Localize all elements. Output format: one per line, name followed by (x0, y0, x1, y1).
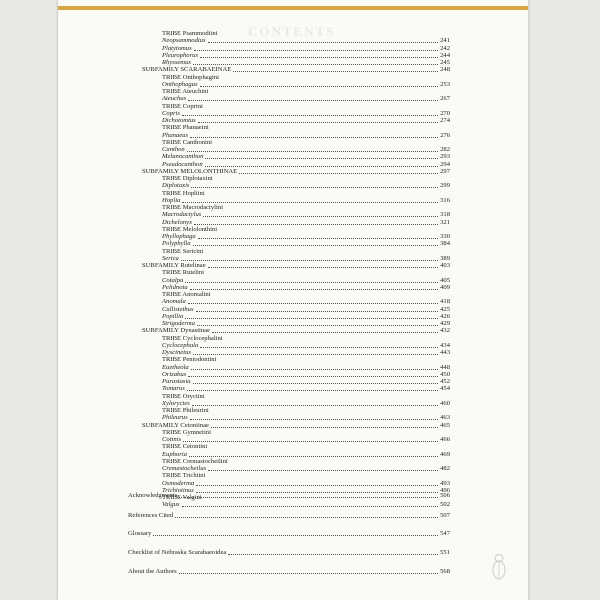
dot-leader (212, 332, 438, 333)
toc-entry-page: 274 (440, 117, 450, 124)
toc-entry-title: SUBFAMILY Dynastinae (142, 327, 211, 335)
toc-entry-title: Pelidnota (162, 283, 188, 291)
toc-entry-page: 425 (440, 305, 450, 313)
toc-entry-page: 502 (440, 501, 450, 509)
dot-leader (189, 456, 438, 457)
toc-entry-title: TRIBE Trichiini (162, 472, 206, 480)
dot-leader (183, 441, 438, 442)
toc-entry-page: 321 (440, 218, 450, 226)
toc-entry-page: 276 (440, 131, 450, 139)
dot-leader (191, 369, 438, 370)
dot-leader (198, 238, 438, 239)
toc-entry-title: TRIBE Cetoniini (162, 443, 208, 451)
toc-entry-title: TRIBE Melolonthini (162, 225, 218, 233)
toc-entry-title: Anomala (162, 298, 186, 306)
toc-entry-page: 299 (440, 182, 450, 190)
dot-leader (175, 517, 438, 518)
toc-entry-title: Popillia (162, 312, 184, 320)
toc-entry-title: Canthon (162, 146, 185, 153)
dot-leader (182, 115, 438, 116)
dot-leader (200, 57, 438, 58)
toc-entry-title: TRIBE Anomalini (162, 291, 211, 298)
dot-leader (211, 427, 438, 428)
toc-entry-page: 242 (440, 44, 450, 52)
toc-entry-title: Cyclocephala (162, 341, 199, 349)
toc-entry-title: TRIBE Onthophagini (162, 73, 219, 81)
toc-entry-title: Rhyssemus (162, 59, 191, 66)
toc-entry-title: Xyloryctes (162, 399, 190, 407)
toc-entry-title: Parastasia (162, 378, 191, 385)
toc-entry-title: Phanaeus (162, 131, 189, 139)
toc-entry-title: Diplotaxis (162, 182, 190, 190)
toc-entry-title: Platytomus (162, 44, 192, 52)
toc-entry-page: 482 (440, 465, 450, 472)
toc-entry-page: 568 (440, 568, 450, 575)
toc-entry-title: Pleurophorus (162, 51, 199, 59)
toc-entry-title: TRIBE Rutelini (162, 269, 204, 277)
toc-entry-page: 450 (440, 370, 450, 378)
dot-leader (179, 573, 438, 574)
toc-entry-page: 454 (440, 385, 450, 393)
toc-entry-page: 443 (440, 349, 450, 356)
toc-entry-title: TRIBE Coprini (162, 102, 203, 110)
toc-entry-title: TRIBE Psammodiini (162, 30, 218, 37)
toc-entry-title: TRIBE Hopliini (162, 189, 205, 197)
toc-entry-title: TRIBE Pentodontini (162, 356, 217, 364)
toc-entry-title: Phileurus (162, 414, 188, 422)
toc-entry-title: Onthophagus (162, 80, 198, 88)
dot-leader (190, 419, 438, 420)
toc-entry-page: 429 (440, 320, 450, 327)
dot-leader (188, 376, 438, 377)
toc-entry-title: Tomarus (162, 385, 185, 393)
dot-leader (188, 100, 438, 101)
toc-entry-page: 469 (440, 450, 450, 458)
toc-entry-title: Ateuchus (162, 95, 187, 103)
toc-entry-page: 551 (440, 549, 450, 556)
dot-leader (194, 50, 438, 51)
book-page (58, 0, 528, 600)
dot-leader (182, 202, 438, 203)
toc-entry (128, 492, 450, 500)
toc-entry-page: 507 (440, 512, 450, 519)
header-rule (58, 6, 528, 10)
toc-entry-page: 418 (440, 298, 450, 306)
toc-entry-title: Acknowledgments (128, 492, 178, 499)
toc-entry-title: About the Authors (128, 568, 177, 575)
toc-entry-title: Pseudocanthon (162, 160, 203, 168)
toc-entry-title: TRIBE Ateuchini (162, 88, 209, 95)
toc-entry-page: 241 (440, 37, 450, 45)
dot-leader (196, 311, 439, 312)
toc-entry-title: TRIBE Diplotaxini (162, 175, 213, 182)
toc-entry-title: SUBFAMILY Rutelinae (142, 262, 206, 269)
dot-leader (200, 347, 438, 348)
beetle-logo-icon (490, 552, 508, 582)
toc-entry-page: 253 (440, 80, 450, 88)
toc-entry-title: Dichotomius (162, 117, 196, 124)
toc-entry-page: 466 (440, 436, 450, 443)
toc-entry-page: 448 (440, 363, 450, 371)
toc-entry-page: 293 (440, 153, 450, 161)
dot-leader (196, 485, 438, 486)
toc-entry-title: Strigoderma (162, 320, 195, 327)
dot-leader (194, 224, 438, 225)
toc-entry (162, 501, 450, 509)
toc-entry-title: Osmoderma (162, 479, 195, 487)
toc-entry-page: 506 (440, 492, 450, 499)
dot-leader (228, 554, 438, 555)
toc-entry-title: TRIBE Valgini (162, 494, 202, 501)
toc-entry-title: TRIBE Phanaeini (162, 124, 209, 132)
toc-entry-title: TRIBE Oryctini (162, 392, 205, 400)
dot-leader (193, 245, 439, 246)
dot-leader (208, 470, 438, 471)
toc-entry-title: Phyllophaga (162, 233, 196, 240)
toc-entry-page: 460 (440, 399, 450, 407)
toc-entry-page: 245 (440, 59, 450, 66)
toc-entry-page: 426 (440, 312, 450, 320)
dot-leader (239, 173, 438, 174)
dot-leader (153, 535, 438, 536)
dot-leader (188, 303, 438, 304)
dot-leader (205, 158, 438, 159)
toc-entry-page: 297 (440, 167, 450, 175)
toc-entry-title: References Cited (128, 512, 174, 519)
toc-entry-title: Neopsammodius (162, 37, 206, 45)
toc-entry-page: 270 (440, 109, 450, 117)
toc-entry-title: Cremastocheilus (162, 465, 207, 472)
toc-entry-page: 465 (440, 421, 450, 429)
toc-entry-page: 267 (440, 95, 450, 103)
dot-leader (193, 383, 439, 384)
toc-entry-page: 330 (440, 233, 450, 240)
dot-leader (187, 390, 438, 391)
dot-leader (205, 166, 438, 167)
toc-entry-title: Valgus (162, 501, 180, 509)
dot-leader (192, 405, 438, 406)
toc-entry-title: Glossary (128, 530, 152, 537)
dot-leader (193, 64, 438, 65)
toc-entry-title: Orizabus (162, 370, 187, 378)
toc-entry-title: TRIBE Gymnetini (162, 428, 211, 436)
dot-leader (203, 216, 438, 217)
toc-entry-page: 405 (440, 276, 450, 284)
dot-leader (191, 187, 438, 188)
toc-entry-title: TRIBE Macrodactylini (162, 204, 223, 211)
dot-leader (200, 86, 439, 87)
toc-entry-title: Checklist of Nebraska Scarabaeoidea (128, 549, 227, 556)
toc-entry-page: 316 (440, 196, 450, 204)
toc-entry-title: Euphoria (162, 450, 187, 458)
toc-entry-title: Trichiotinus (162, 486, 194, 494)
toc-entry-page: 403 (440, 262, 450, 269)
toc-entry (128, 549, 450, 557)
dot-leader (179, 497, 438, 498)
toc-entry-title: TRIBE Phileurini (162, 407, 209, 414)
toc-entry-page: 493 (440, 479, 450, 487)
toc-entry-title: TRIBE Cremastocheilini (162, 457, 228, 465)
toc-entry-page: 496 (440, 486, 450, 494)
toc-entry-title: Serica (162, 254, 179, 262)
dot-leader (197, 325, 438, 326)
toc-entry-page: 384 (440, 240, 450, 248)
dot-leader (185, 318, 438, 319)
toc-entry (128, 568, 450, 576)
toc-entry-title: SUBFAMILY Cetoniinae (142, 421, 209, 429)
toc-entry-page: 389 (440, 254, 450, 262)
toc-entry-page: 294 (440, 160, 450, 168)
toc-entry-title: Melanocanthon (162, 153, 204, 161)
toc-entry-title: Cotalpa (162, 276, 184, 284)
dot-leader (208, 267, 438, 268)
toc-entry (128, 512, 450, 520)
dot-leader (193, 354, 438, 355)
toc-entry-title: Polyphylla (162, 240, 191, 248)
toc-entry-title: Copris (162, 109, 180, 117)
toc-entry-page: 248 (440, 66, 450, 74)
toc-entry-page: 409 (440, 283, 450, 291)
toc-entry-title: Dichelonyx (162, 218, 193, 226)
toc-entry-page: 282 (440, 146, 450, 153)
dot-leader (187, 151, 438, 152)
toc-entry-title: TRIBE Canthonini (162, 138, 213, 146)
toc-entry-page: 434 (440, 341, 450, 349)
toc-entry-title: Euetheola (162, 363, 189, 371)
faint-show-through-title: CONTENTS (248, 24, 336, 39)
dot-leader (208, 42, 439, 43)
toc-entry-title: Dyscinetus (162, 349, 191, 356)
dot-leader (190, 289, 438, 290)
toc-entry-title: Macrodactylus (162, 211, 202, 219)
toc-entry-page: 318 (440, 211, 450, 219)
toc-entry-page: 432 (440, 327, 450, 335)
dot-leader (233, 71, 438, 72)
toc-entry-title: TRIBE Sericini (162, 247, 204, 255)
toc-entry-title: Callistethus (162, 305, 194, 313)
dot-leader (181, 260, 438, 261)
dot-leader (190, 137, 438, 138)
toc-entry (128, 530, 450, 538)
toc-entry-page: 244 (440, 51, 450, 59)
toc-entry-page: 463 (440, 414, 450, 422)
toc-entry-title: Hoplia (162, 196, 181, 204)
toc-entry-title: SUBFAMILY SCARABAEINAE (142, 66, 232, 74)
dot-leader (198, 122, 438, 123)
toc-entry-title: TRIBE Cyclocephalini (162, 334, 223, 342)
dot-leader (185, 282, 438, 283)
dot-leader (182, 506, 439, 507)
toc-entry-page: 547 (440, 530, 450, 537)
toc-entry-title: Cotinis (162, 436, 182, 443)
toc-entry-title: SUBFAMILY MELOLONTHINAE (142, 167, 238, 175)
toc-entry-page: 452 (440, 378, 450, 385)
